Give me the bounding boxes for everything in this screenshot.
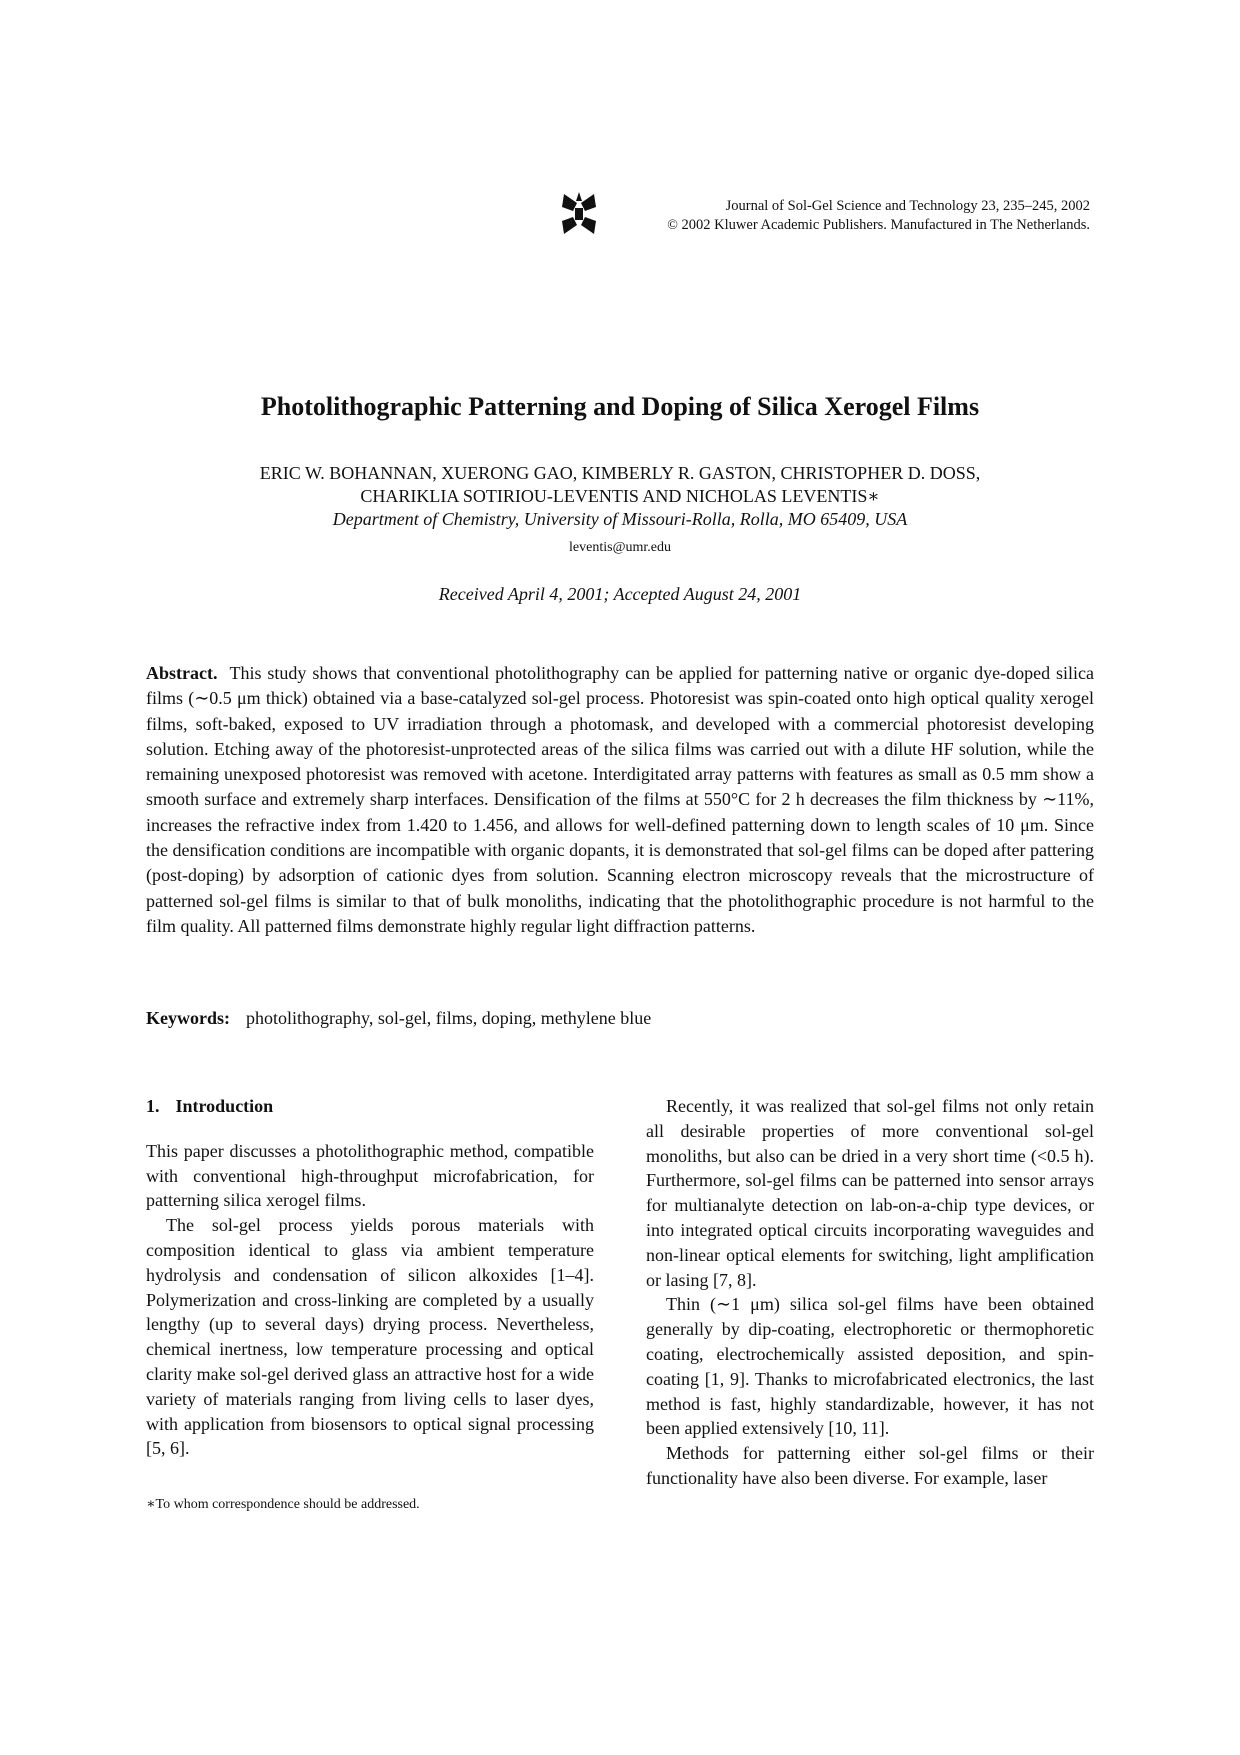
copyright-text: 2002 Kluwer Academic Publishers. Manufactured in The Netherlands. — [681, 217, 1090, 233]
keywords-text: photolithography, sol-gel, films, doping, methylene blue — [246, 1008, 652, 1028]
abstract — [146, 661, 1094, 939]
publisher-logo-icon — [560, 192, 598, 236]
abstract-label: Abstract. — [146, 663, 218, 683]
abstract-text: This study shows that conventional photolithography can be applied for patterning native or organic dye-doped silica films (∼0.5 μm thick) obtained via a base-catalyzed sol-gel process. Photoresist was spin-coated onto high optical quality xerogel films, soft-baked, exposed to UV irradiation through a photomask, and developed with a commercial photoresist developing solution. Etching away of the photoresist-unprotected areas of the silica films was carried out with a dilute HF solution, while the remaining unexposed photoresist was removed with acetone. Interdigitated array patterns with features as small as 0.5 mm show a smooth surface and extremely sharp interfaces. Densification of the films at 550°C for 2 h decreases the film thickness by ∼11%, increases the refractive index from 1.420 to 1.456, and allows for well-defined patterning down to length scales of 10 μm. Since the densification conditions are incompatible with organic dopants, it is demonstrated that sol-gel films can be doped after pattering (post-doping) by adsorption of cationic dyes from solution. Scanning electron microscopy reveals that the microstructure of patterned sol-gel films is similar to that of bulk monoliths, indicating that the photolithographic procedure is not harmful to the film quality. All patterned films demonstrate highly regular light diffraction patterns. — [146, 663, 1094, 936]
received-dates: Received April 4, 2001; Accepted August 24, 2001 — [438, 584, 802, 604]
author-line-1: ERIC W. BOHANNAN, XUERONG GAO, KIMBERLY R. GASTON, CHRISTOPHER D. DOSS, — [259, 463, 981, 483]
copyright-line — [667, 216, 1090, 235]
author-list — [0, 462, 1240, 508]
journal-line: Journal of Sol-Gel Science and Technology 23, 235–245, 2002 — [725, 198, 1090, 214]
intro-paragraph-2: The sol-gel process yields porous materials with composition identical to glass via ambient temperature hydrolysis and condensation of silicon alkoxides [1–4]. Polymerization and cross-linking are completed by a usually lengthy (up to several days) drying process. Nevertheless, chemical inertness, low temperature processing and optical clarity make sol-gel derived glass an attractive host for a wide variety of materials ranging from living cells to laser dyes, with application from biosensors to optical signal processing [5, 6]. — [146, 1215, 594, 1459]
right-paragraph-2: Thin (∼1 μm) silica sol-gel films have been obtained generally by dip-coating, electrophoretic or thermophoretic coating, electrochemically assisted deposition, and spin-coating [1, 9]. Thanks to microfabricated electronics, the last method is fast, highly standardizable, however, it has not been applied extensively [10, 11]. — [646, 1294, 1094, 1439]
left-column — [146, 1094, 594, 1461]
paper-title: Photolithographic Patterning and Doping of Silica Xerogel Films — [260, 392, 980, 421]
right-column — [646, 1094, 1094, 1491]
copyright-icon: © — [667, 218, 678, 233]
right-paragraph-3: Methods for patterning either sol-gel films or their functionality have also been diverse. For example, laser — [646, 1443, 1094, 1488]
affiliation: Department of Chemistry, University of Missouri-Rolla, Rolla, MO 65409, USA — [332, 509, 908, 529]
section-number: 1. — [146, 1096, 160, 1116]
keywords-label: Keywords: — [146, 1008, 230, 1028]
section-heading-introduction — [146, 1094, 594, 1119]
right-paragraph-1: Recently, it was realized that sol-gel films not only retain all desirable properties of more conventional sol-gel monoliths, but also can be dried in a very short time (<0.5 h). Furthermore, sol-gel films can be patterned into sensor arrays for multianalyte detection on lab-on-a-chip type devices, or into integrated optical circuits incorporating waveguides and non-linear optical elements for switching, light amplification or lasing [7, 8]. — [646, 1096, 1094, 1290]
section-title: Introduction — [175, 1096, 274, 1116]
journal-header — [560, 192, 1090, 242]
author-line-2: CHARIKLIA SOTIRIOU-LEVENTIS AND NICHOLAS LEVENTIS∗ — [360, 486, 880, 506]
footnote: ∗To whom correspondence should be addressed. — [146, 1497, 420, 1512]
journal-citation — [667, 197, 1090, 235]
contact-email: leventis@umr.edu — [569, 540, 671, 555]
intro-paragraph-1: This paper discusses a photolithographic method, compatible with conventional high-throughput microfabrication, for patterning silica xerogel films. — [146, 1140, 594, 1211]
keywords — [146, 1008, 1094, 1029]
